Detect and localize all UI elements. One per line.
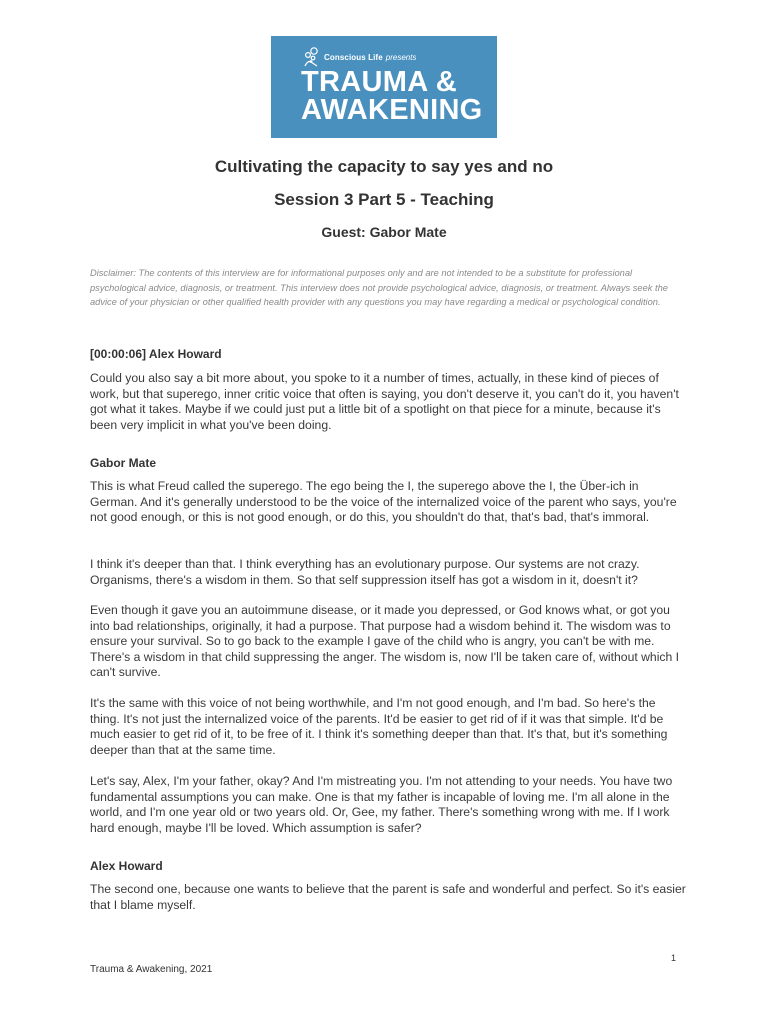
guest-name: Guest: Gabor Mate [321, 224, 447, 240]
speaker-label: [00:00:06] Alex Howard [90, 347, 222, 361]
speaker-label: Gabor Mate [90, 456, 157, 470]
transcript-paragraph: This is what Freud called the superego. The ego being the I, the superego above the I, the Über-ich in German. And it's generally understood to be the voice of the internalized voice of the parent who says, you're not good enough, or this is not good enough, or do this, you shouldn't do that, that's bad, that's immoral. [90, 479, 677, 525]
event-banner [271, 36, 497, 138]
banner-title-line1: TRAUMA & [301, 66, 457, 98]
transcript-paragraph: Could you also say a bit more about, you spoke to it a number of times, actually, in these kind of pieces of work, but that superego, inner critic voice that often is saying, you don't deserve it, you can't do it, you haven't got what it takes. Maybe if we could just put a little bit of a spotlight on that piece for a minute, because it's been very implicit in what you've been doing. [90, 371, 679, 432]
brand-name: Conscious Life [324, 52, 383, 62]
footer-source: Trauma & Awakening, 2021 [90, 964, 213, 975]
brand-presents: presents [385, 52, 417, 62]
transcript-paragraph: It's the same with this voice of not being worthwhile, and I'm not good enough, and I'm bad. So here's the thing. It's not just the internalized voice of the parents. It'd be easier to get rid of if it was that simple. It'd be much easier to get rid of it, to be free of it. I think it's something deeper than that. It's that, but it's something deeper than that at the same time. [90, 696, 668, 757]
brand-row [301, 46, 485, 68]
transcript-paragraph: The second one, because one wants to believe that the parent is safe and wonderful and perfect. So it's easier that I blame myself. [90, 882, 686, 912]
page-number: 1 [671, 953, 677, 963]
conscious-life-logo-icon [301, 46, 321, 68]
transcript-paragraph: Even though it gave you an autoimmune disease, or it made you depressed, or God knows what, or got you into bad relationships, originally, it had a purpose. That purpose had a wisdom behind it. The wisdom was to ensure your survival. So to go back to the example I gave of the child who is angry, you can't be with me. There's a wisdom in that child suppressing the anger. The wisdom is, now I'll be taken care of, without which I can't survive. [90, 603, 680, 680]
document-title: Cultivating the capacity to say yes and no [214, 157, 554, 176]
speaker-label: Alex Howard [90, 859, 163, 873]
transcript-paragraph: I think it's deeper than that. I think everything has an evolutionary purpose. Our systems are not crazy. Organisms, there's a wisdom in them. So that self suppression itself has got a wisdom in it, doesn't it? [90, 557, 640, 587]
disclaimer-text: Disclaimer: The contents of this interview are for informational purposes only and are not intended to be a substitute for professional psychological advice, diagnosis, or treatment. This interview does not provide psychological advice, diagnosis, or treatment. Always seek the advice of your physician or other qualified health provider with any questions you may have regarding a medical or psychological condition. [90, 268, 668, 307]
transcript-paragraph: Let's say, Alex, I'm your father, okay? And I'm mistreating you. I'm not attending to your needs. You have two fundamental assumptions you can make. One is that my father is incapable of loving me. I'm all alone in the world, and I'm one year old or two years old. Or, Gee, my father. There's something wrong with me. If I work hard enough, maybe I'll be loved. Which assumption is safer? [90, 774, 673, 835]
banner-title-line2: AWAKENING [301, 94, 483, 126]
session-title: Session 3 Part 5 - Teaching [274, 190, 494, 209]
